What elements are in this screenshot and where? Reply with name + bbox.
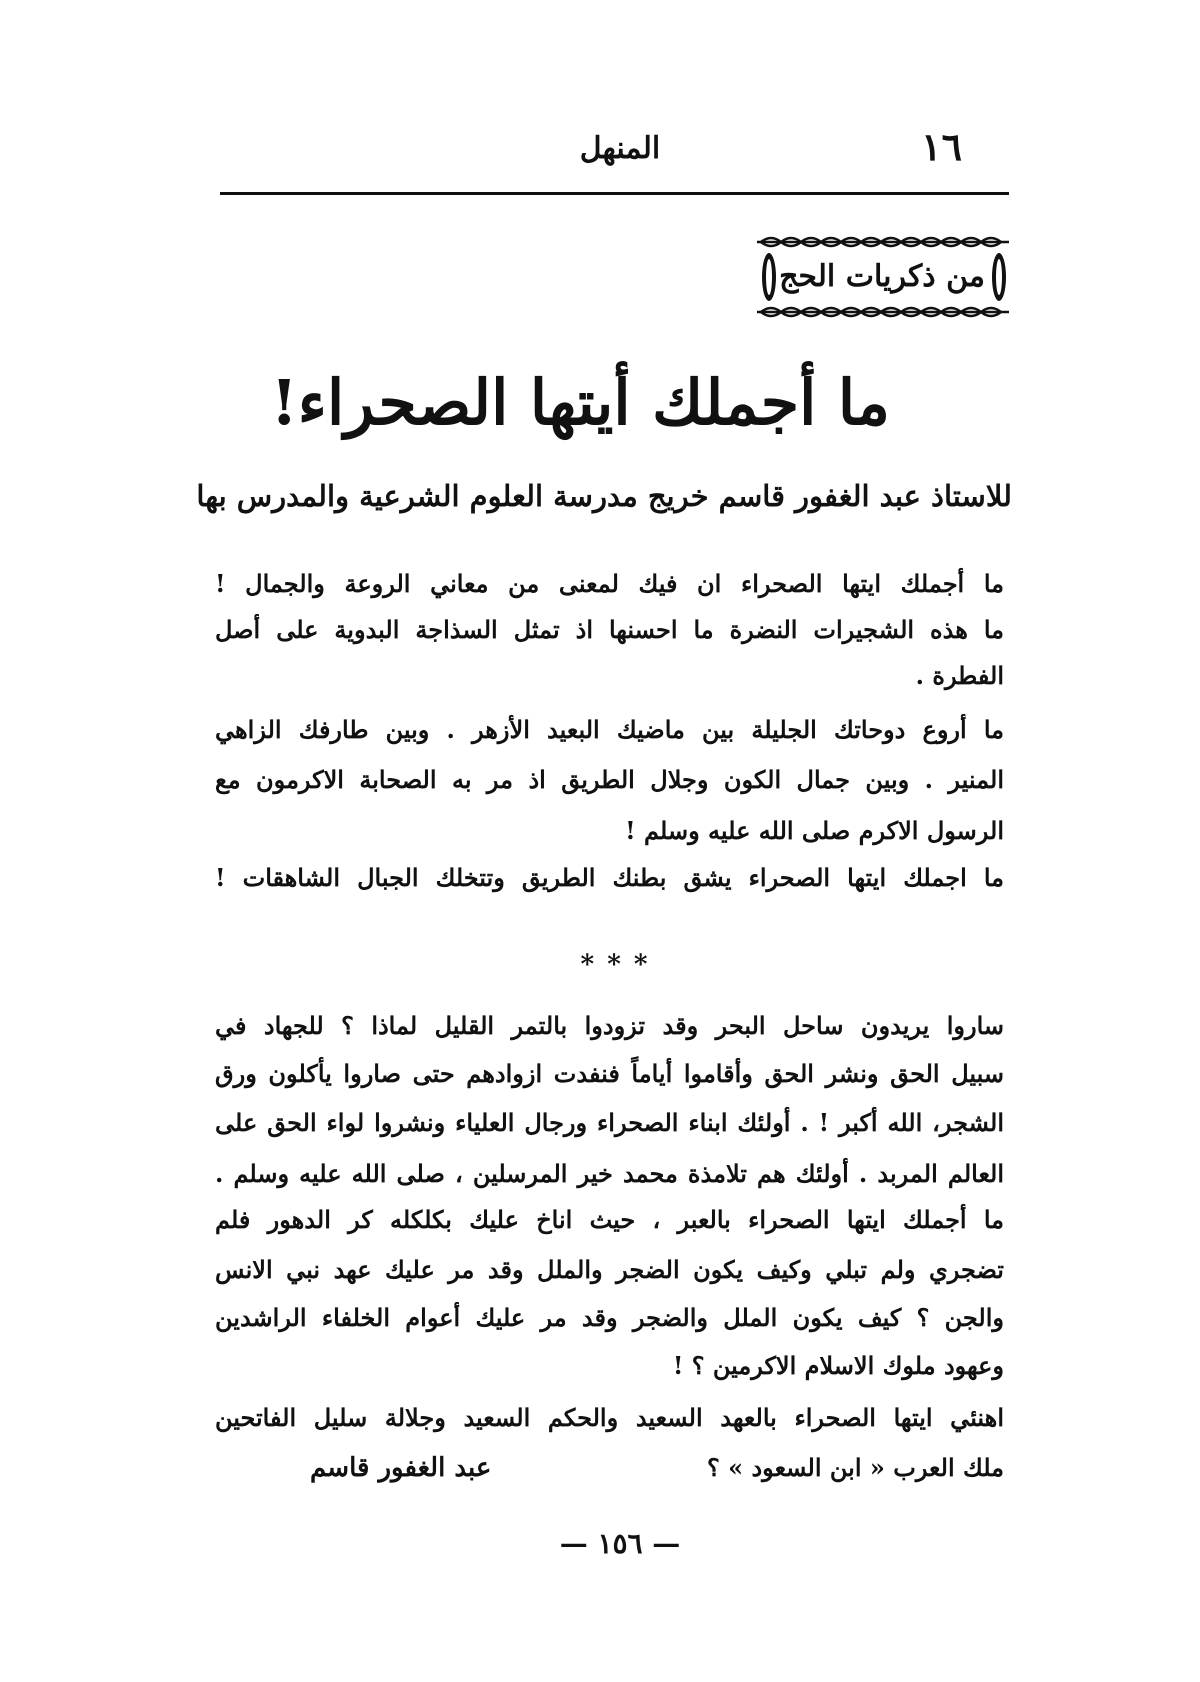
body-line: ساروا يريدون ساحل البحر وقد تزودوا بالتمر القليل لماذا ؟ للجهاد في	[215, 1011, 1004, 1040]
byline: للاستاذ عبد الغفور قاسم خريج مدرسة العلوم الشرعية والمدرس بها	[196, 479, 1012, 513]
body-line: ما اجملك ايتها الصحراء يشق بطنك الطريق وتتخلك الجبال الشاهقات !	[215, 863, 1004, 892]
body-line: الرسول الاكرم صلى الله عليه وسلم !	[625, 816, 1004, 845]
body-line: ما أروع دوحاتك الجليلة بين ماضيك البعيد الأزهر . وبين طارفك الزاهي	[215, 715, 1004, 744]
page-number-bottom: — ١٥٦ —	[559, 1527, 681, 1560]
body-line: والجن ؟ كيف يكون الملل والضجر وقد مر عليك أعوام الخلفاء الراشدين	[215, 1303, 1004, 1332]
body-line: العالم المربد . أولئك هم تلامذة محمد خير المرسلين ، صلى الله عليه وسلم .	[215, 1159, 1004, 1188]
body-line: اهنئي ايتها الصحراء بالعهد السعيد والحكم السعيد وجلالة سليل الفاتحين	[215, 1403, 1004, 1432]
body-line: الفطرة .	[915, 661, 1004, 690]
body-line: تضجري ولم تبلي وكيف يكون الضجر والملل وقد مر عليك عهد نبي الانس	[215, 1255, 1004, 1284]
header-rule	[220, 192, 1009, 195]
section-label: من ذكريات الحج	[779, 259, 985, 294]
body-line: ما أجملك ايتها الصحراء ان فيك لمعنى من معاني الروعة والجمال !	[215, 569, 1004, 598]
page-number-top: ١٦	[921, 124, 962, 169]
body-line: الشجر، الله أكبر ! . أولئك ابناء الصحراء ورجال العلياء ونشروا لواء الحق على	[215, 1108, 1004, 1137]
section-box	[755, 232, 1013, 322]
body-line: ملك العرب « ابن السعود » ؟	[707, 1453, 1004, 1482]
section-separator: * * *	[580, 950, 650, 980]
body-line: سبيل الحق ونشر الحق وأقاموا أياماً فنفدت ازوادهم حتى صاروا يأكلون ورق	[215, 1059, 1004, 1088]
body-line: ما أجملك ايتها الصحراء بالعبر ، حيث اناخ عليك بكلكله كر الدهور فلم	[215, 1205, 1004, 1234]
body-line: المنير . وبين جمال الكون وجلال الطريق اذ مر به الصحابة الاكرمون مع	[215, 765, 1004, 794]
author-signature: عبد الغفور قاسم	[310, 1453, 492, 1483]
body-line: وعهود ملوك الاسلام الاكرمين ؟ !	[672, 1351, 1004, 1380]
body-line: ما هذه الشجيرات النضرة ما احسنها اذ تمثل السذاجة البدوية على أصل	[215, 615, 1004, 644]
journal-name: المنهل	[579, 131, 661, 166]
article-title: ما أجملك أيتها الصحراء!	[270, 366, 890, 439]
